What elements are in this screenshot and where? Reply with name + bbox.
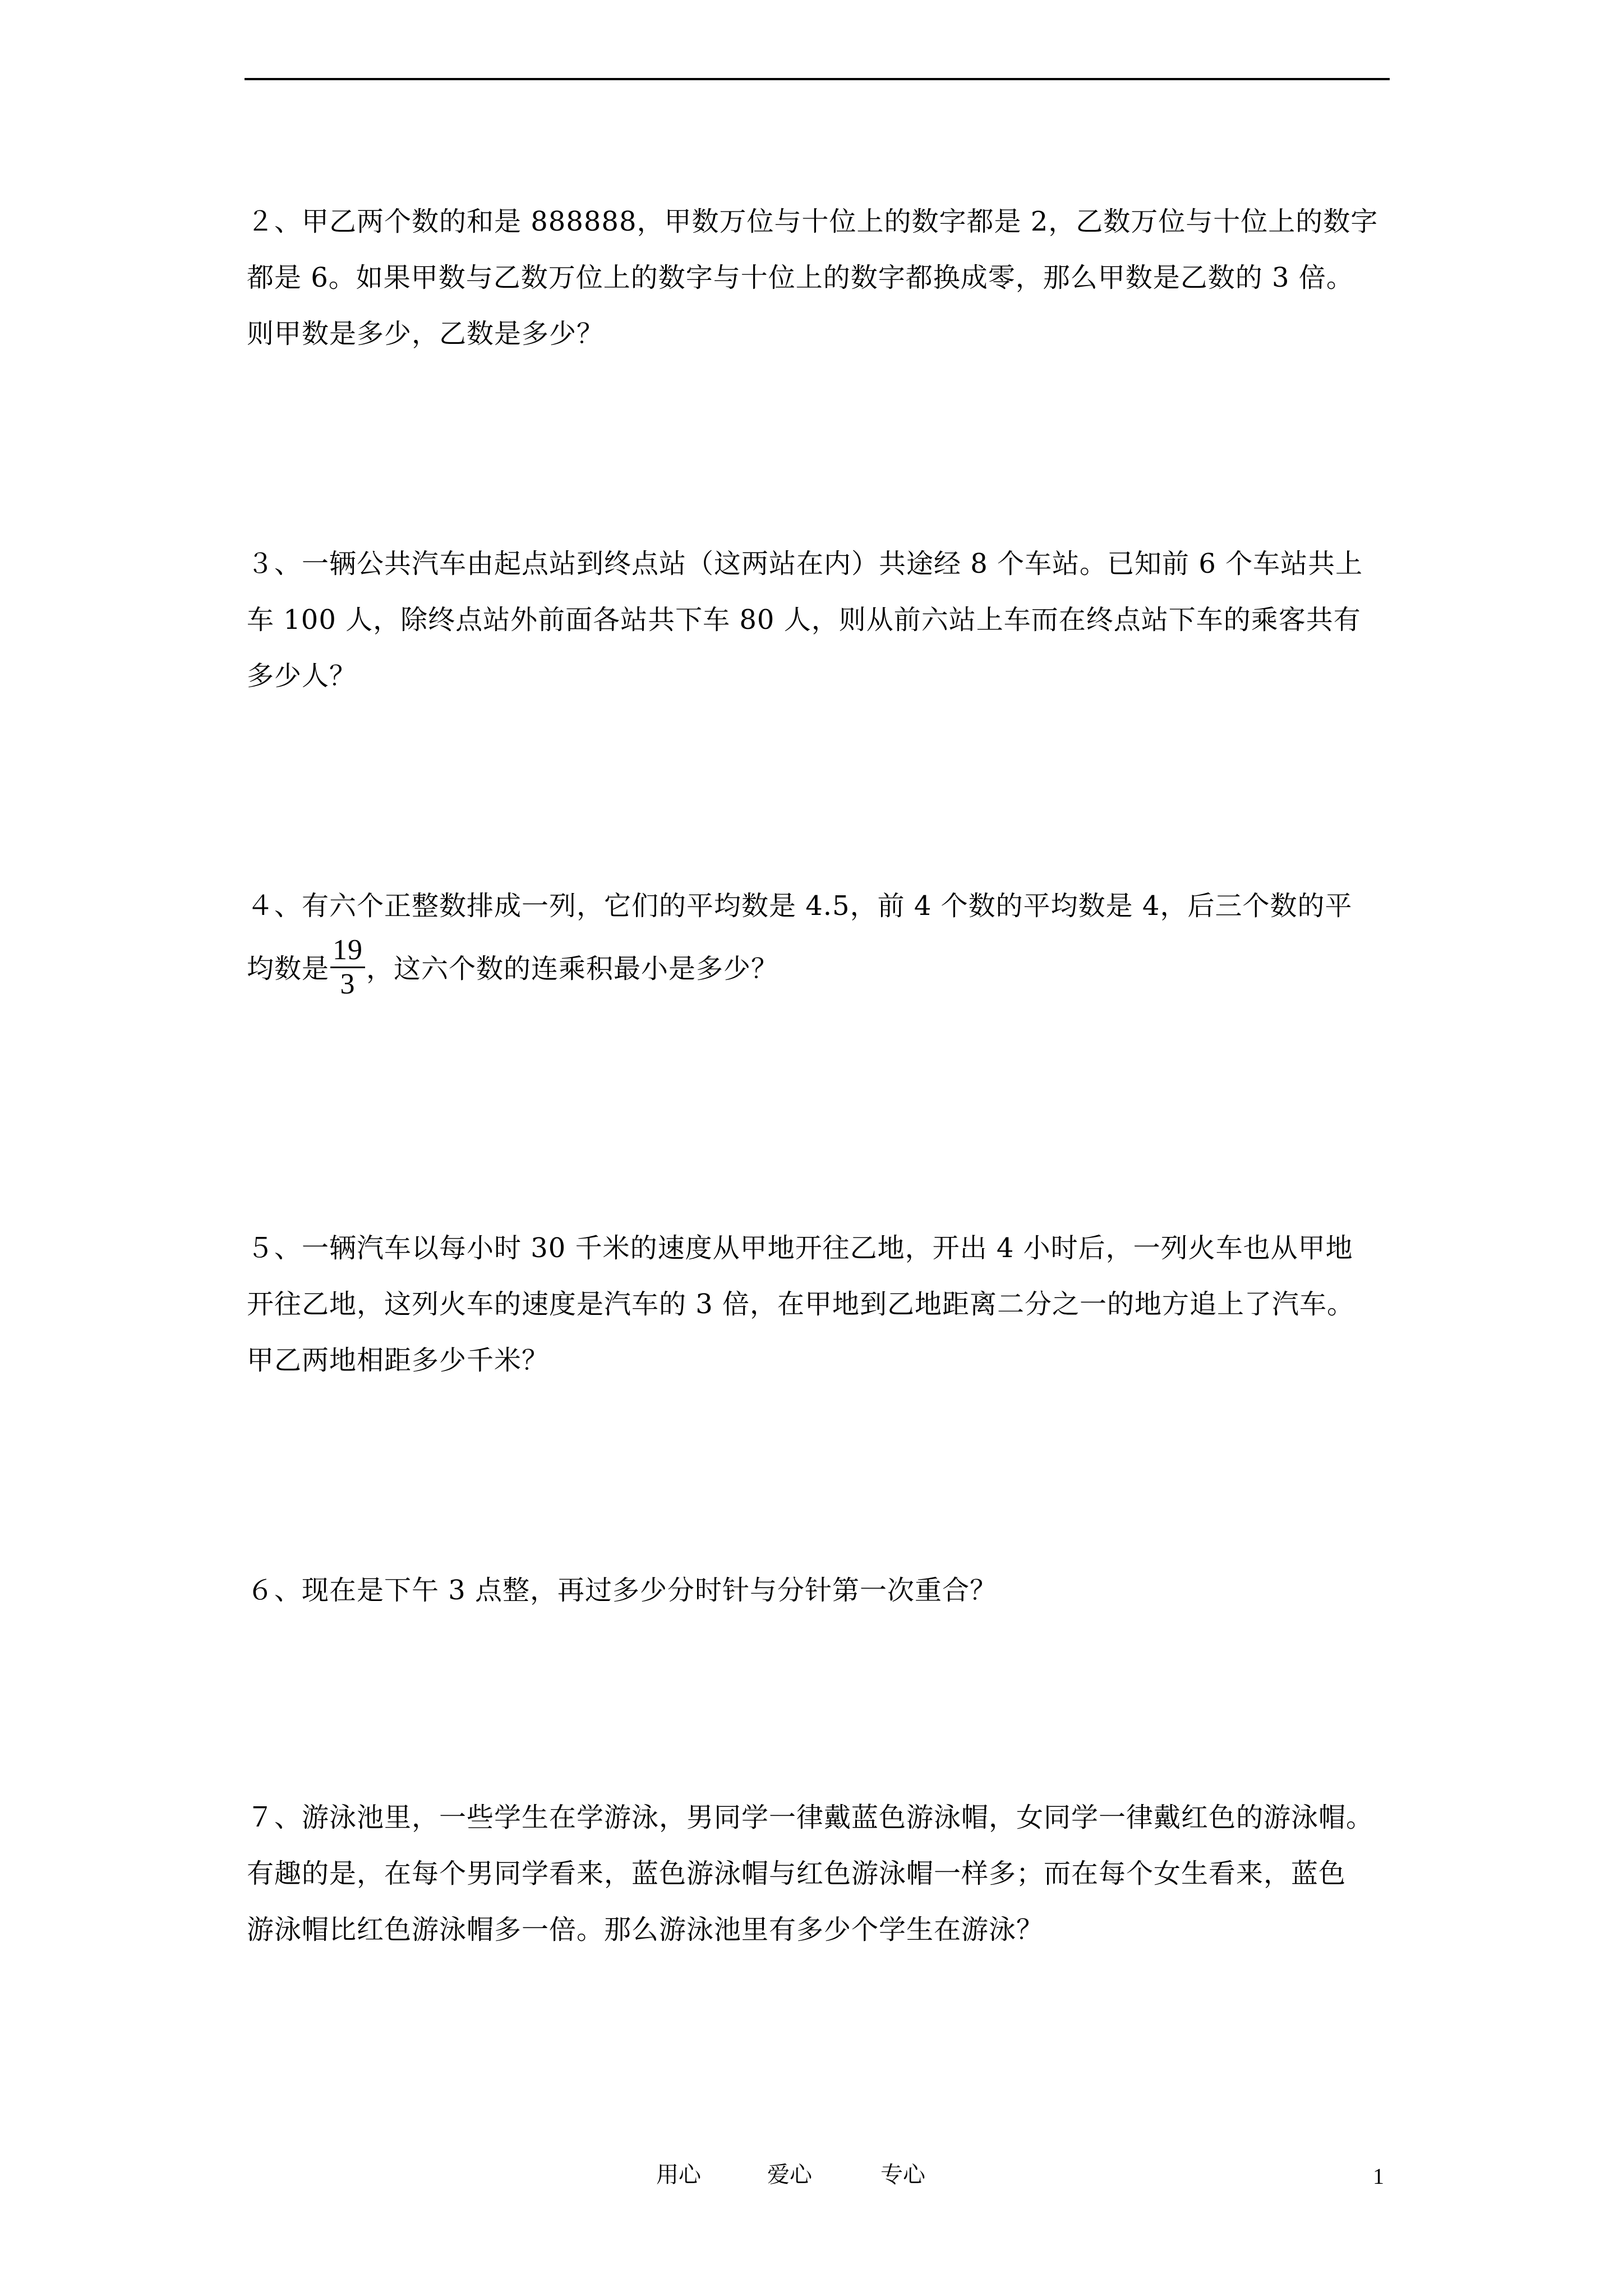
problem-2-line-1: ２、甲乙两个数的和是 888888，甲数万位与十位上的数字都是 2，乙数万位与十位上的数字	[247, 206, 1378, 237]
problem-4-line-2-after: ，这六个数的连乘积最小是多少？	[366, 953, 779, 984]
problem-5	[247, 1220, 1391, 1388]
problem-3-line-3: 多少人？	[247, 660, 357, 692]
problem-2-line-3: 则甲数是多少，乙数是多少？	[247, 318, 605, 349]
footer-text-3: 专心	[880, 2162, 925, 2188]
problem-5-line-3: 甲乙两地相距多少千米？	[247, 1345, 550, 1376]
problem-4-line-1: ４、有六个正整数排成一列，它们的平均数是 4.5，前 4 个数的平均数是 4，后三个数的平	[247, 890, 1353, 922]
problem-5-line-1: ５、一辆汽车以每小时 30 千米的速度从甲地开往乙地，开出 4 小时后，一列火车也从甲地	[247, 1232, 1353, 1264]
problem-7-line-3: 游泳帽比红色游泳帽多一倍。那么游泳池里有多少个学生在游泳？	[247, 1914, 1044, 1945]
problem-6	[247, 1562, 1391, 1618]
problem-2-line-2: 都是 6。如果甲数与乙数万位上的数字与十位上的数字都换成零，那么甲数是乙数的 3 倍。	[247, 262, 1354, 293]
problem-6-line-1: ６、现在是下午 3 点整，再过多少分时针与分针第一次重合？	[247, 1575, 998, 1606]
problem-7-line-1: ７、游泳池里，一些学生在学游泳，男同学一律戴蓝色游泳帽，女同学一律戴红色的游泳帽。	[247, 1802, 1374, 1833]
fraction-denominator: 3	[340, 968, 356, 1000]
problem-5-line-2: 开往乙地，这列火车的速度是汽车的 3 倍，在甲地到乙地距离二分之一的地方追上了汽车。	[247, 1289, 1355, 1320]
problem-7	[247, 1789, 1391, 1958]
problem-7-line-2: 有趣的是，在每个男同学看来，蓝色游泳帽与红色游泳帽一样多；而在每个女生看来，蓝色	[247, 1858, 1347, 1889]
fraction	[330, 934, 365, 1001]
header-rule	[245, 78, 1390, 80]
page-number: 1	[1373, 2164, 1384, 2189]
problem-4	[247, 878, 1391, 1004]
footer-text-2: 爱心	[767, 2162, 812, 2188]
problem-3-line-2: 车 100 人，除终点站外前面各站共下车 80 人，则从前六站上车而在终点站下车的乘客共有	[247, 604, 1361, 636]
problem-3	[247, 536, 1391, 704]
problem-2	[247, 194, 1391, 362]
problem-4-line-2-before: 均数是	[247, 953, 330, 984]
problem-4-line-2	[247, 934, 1391, 1004]
problem-3-line-1: ３、一辆公共汽车由起点站到终点站（这两站在内）共途经 8 个车站。已知前 6 个车站共上	[247, 548, 1363, 579]
footer-text-1: 用心	[656, 2162, 701, 2188]
fraction-numerator: 19	[330, 934, 365, 968]
